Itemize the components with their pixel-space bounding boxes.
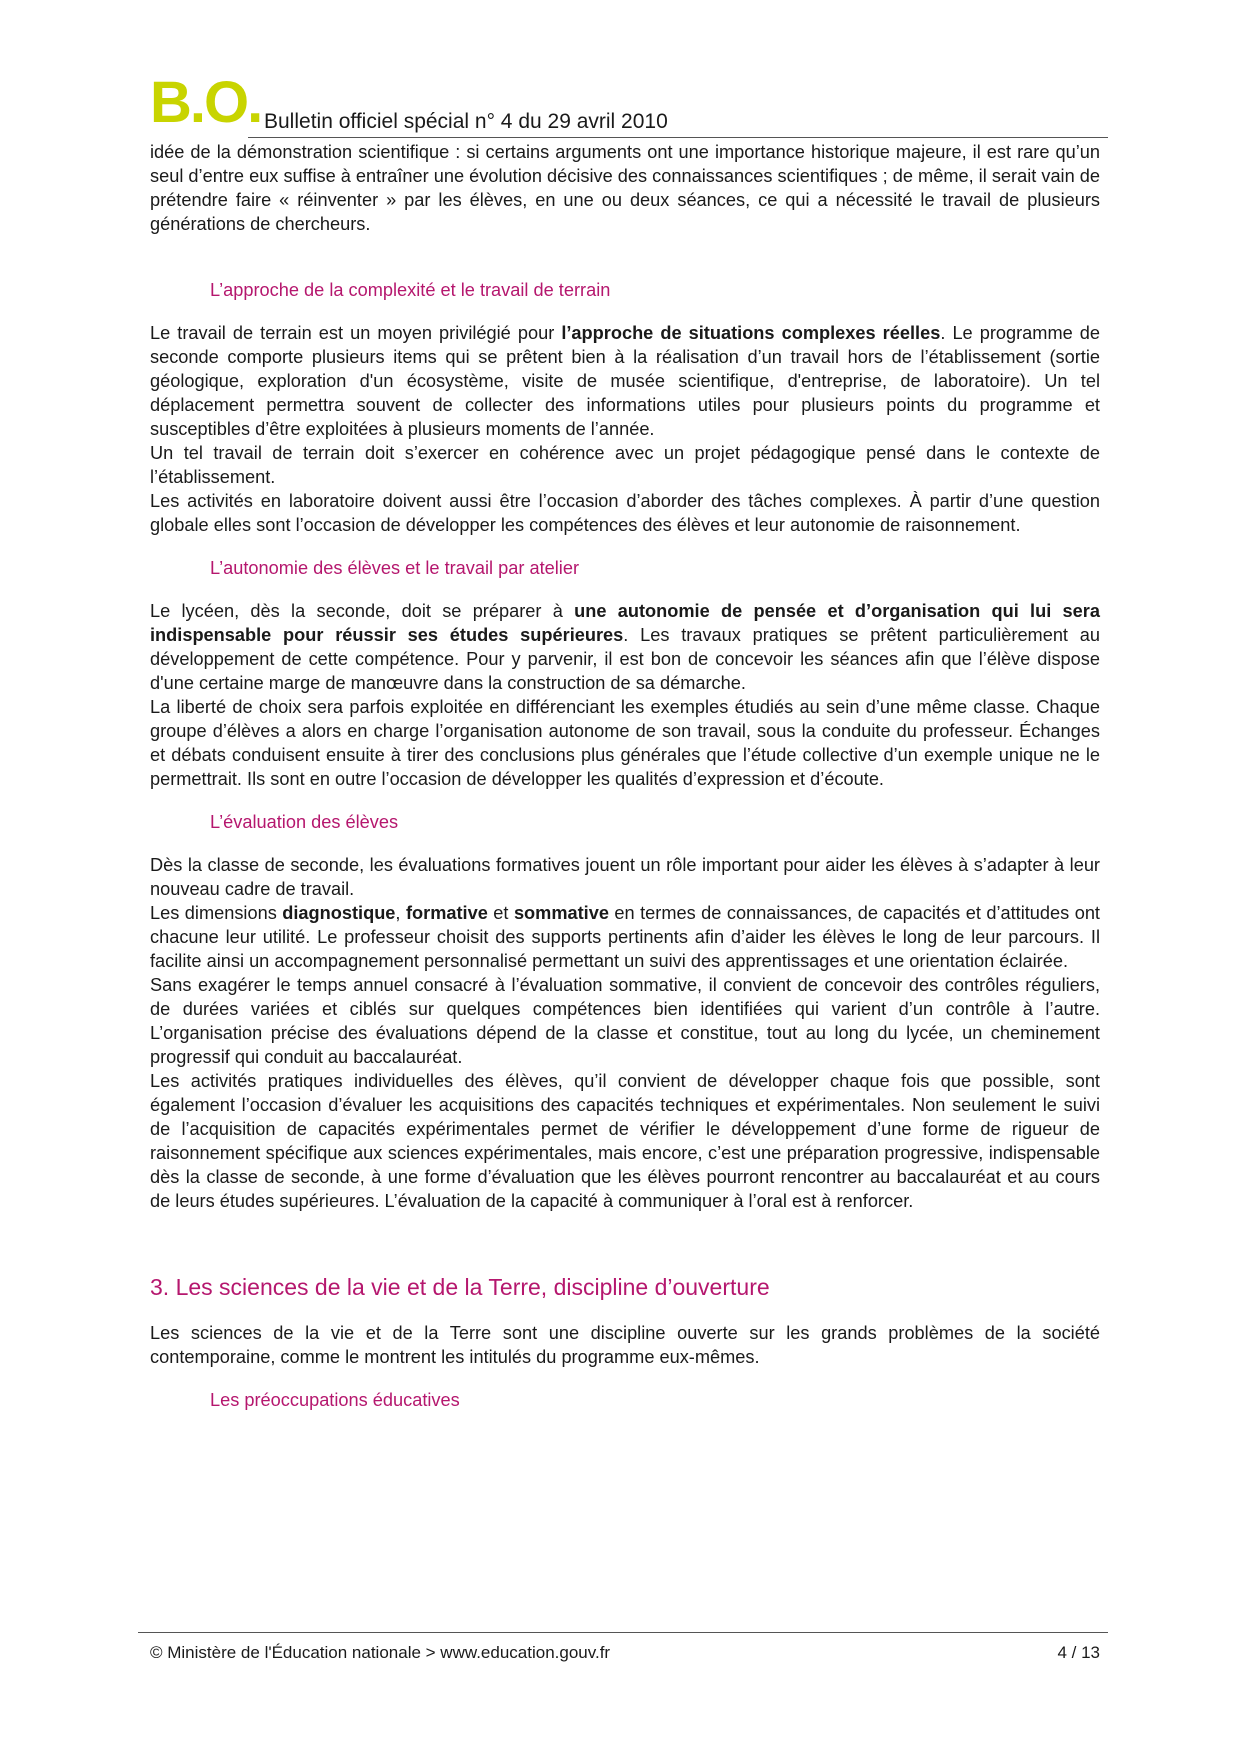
intro-paragraph: idée de la démonstration scientifique : si certains arguments ont une importance historique majeure, il est rare qu’un seul d’entre eux suffise à entraîner une évolution décisive des connaissances scientifiques ; de même, il serait vain de prétendre faire « réinventer » par les élèves, en une ou deux séances, ce qui a nécessité le travail de plusieurs générations de chercheurs. (150, 142, 1100, 234)
paragraph: La liberté de choix sera parfois exploitée en différenciant les exemples étudiés au sein d’une même classe. Chaque groupe d’élèves a alors en charge l’organisation autonome de son travail, sous la conduite du professeur. Échanges et débats conduisent ensuite à tirer des conclusions plus générales que l’étude collective d’un exemple unique ne le permettrait. Ils sont en outre l’occasion de développer les qualités d’expression et d’écoute. (150, 697, 1100, 789)
document-body (150, 140, 1100, 1412)
footer-divider (138, 1632, 1108, 1633)
subheading-complexite: L’approche de la complexité et le travail de terrain (210, 280, 611, 300)
bo-logo: B.O. (150, 70, 262, 135)
subheading-autonomie: L’autonomie des élèves et le travail par atelier (210, 558, 580, 578)
paragraph: Un tel travail de terrain doit s’exercer en cohérence avec un projet pédagogique pensé dans le contexte de l’établissement. (150, 443, 1100, 487)
paragraph: Les dimensions diagnostique, formative et sommative en termes de connaissances, de capacités et d’attitudes ont chacune leur utilité. Le professeur choisit des supports pertinents afin d’aider les élèves le long de leur parcours. Il facilite ainsi un accompagnement personnalisé permettant un suivi des apprentissages et une orientation éclairée. (150, 903, 1100, 971)
section-3-heading: 3. Les sciences de la vie et de la Terre, discipline d’ouverture (150, 1274, 770, 1300)
page-number: 4 / 13 (1057, 1643, 1100, 1662)
paragraph: Sans exagérer le temps annuel consacré à l’évaluation sommative, il convient de concevoir des contrôles réguliers, de durées variées et ciblés sur quelques compétences bien identifiées qui varient d’un contrôle à l’autre. L’organisation précise des évaluations dépend de la classe et constitue, tout au long du lycée, un cheminement progressif qui conduit au baccalauréat. (150, 975, 1100, 1067)
header-divider (248, 137, 1108, 138)
paragraph: Les sciences de la vie et de la Terre sont une discipline ouverte sur les grands problèmes de la société contemporaine, comme le montrent les intitulés du programme eux-mêmes. (150, 1323, 1100, 1367)
subheading-evaluation: L’évaluation des élèves (210, 812, 399, 832)
paragraph: Dès la classe de seconde, les évaluations formatives jouent un rôle important pour aider les élèves à s’adapter à leur nouveau cadre de travail. (150, 855, 1100, 899)
paragraph: Les activités en laboratoire doivent aussi être l’occasion d’aborder des tâches complexes. À partir d’une question globale elles sont l’occasion de développer les compétences des élèves et leur autonomie de raisonnement. (150, 491, 1100, 535)
paragraph: Le lycéen, dès la seconde, doit se préparer à une autonomie de pensée et d’organisation qui lui sera indispensable pour réussir ses études supérieures. Les travaux pratiques se prêtent particulièrement au développement de cette compétence. Pour y parvenir, il est bon de concevoir les séances afin que l’élève dispose d'une certaine marge de manœuvre dans la construction de sa démarche. (150, 601, 1100, 693)
page-header (138, 70, 1108, 140)
paragraph: Les activités pratiques individuelles des élèves, qu’il convient de développer chaque fois que possible, sont également l’occasion d’évaluer les acquisitions des capacités techniques et expérimentales. Non seulement le suivi de l’acquisition de capacités expérimentales permet de vérifier le développement d’une forme de rigueur de raisonnement spécifique aux sciences expérimentales, mais encore, c’est une préparation progressive, indispensable dès la classe de seconde, à une forme d’évaluation que les élèves pourront rencontrer au baccalauréat et au cours de leurs études supérieures. L’évaluation de la capacité à communiquer à l’oral est à renforcer. (150, 1071, 1100, 1211)
paragraph: Le travail de terrain est un moyen privilégié pour l’approche de situations complexes réelles. Le programme de seconde comporte plusieurs items qui se prêtent bien à la réalisation d’un travail hors de l’établissement (sortie géologique, exploration d'un écosystème, visite de musée scientifique, d'entreprise, de laboratoire). Un tel déplacement permettra souvent de collecter des informations utiles pour plusieurs points du programme et susceptibles d’être exploitées à plusieurs moments de l’année. (150, 323, 1101, 439)
bulletin-title: Bulletin officiel spécial n° 4 du 29 avril 2010 (264, 110, 668, 133)
subheading-preoccupations: Les préoccupations éducatives (210, 1390, 460, 1410)
footer-copyright: © Ministère de l'Éducation nationale > www.education.gouv.fr (150, 1643, 611, 1662)
